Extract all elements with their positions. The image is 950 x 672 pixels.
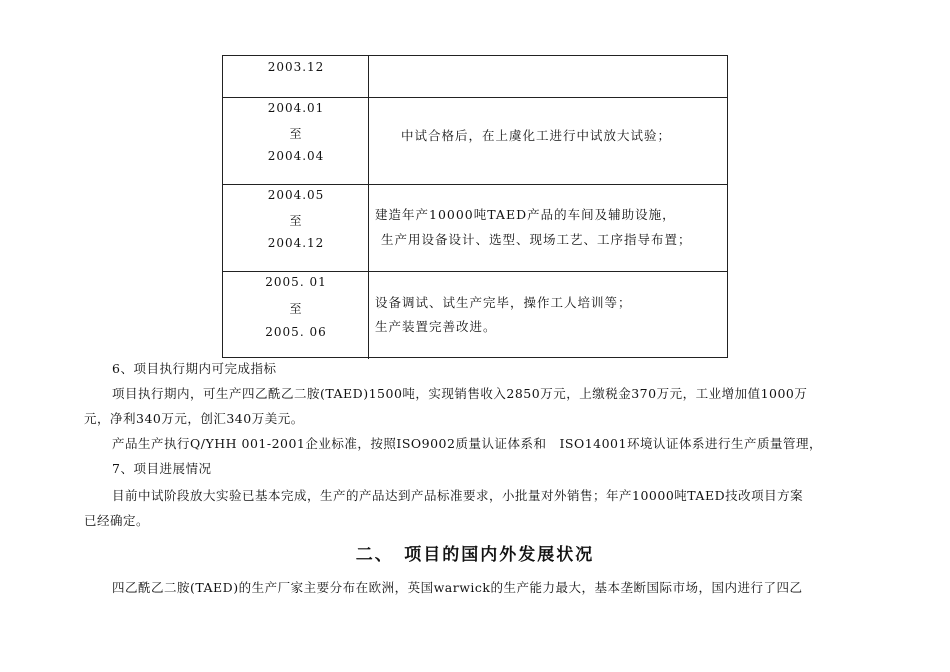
date-cell [223, 56, 369, 97]
task-text: 建造年产10000吨TAED产品的车间及辅助设施， [375, 207, 676, 222]
date-text: 2005. 01 [265, 275, 327, 289]
date-text: 至 [289, 302, 303, 316]
part-2-heading: 二、 项目的国内外发展状况 [355, 545, 595, 565]
date-text: 2004.04 [267, 149, 325, 163]
section-6-heading: 6、项目执行期内可完成指标 [112, 361, 277, 376]
table-row [223, 98, 727, 185]
date-cell [223, 272, 369, 359]
task-text: 设备调试、试生产完毕，操作工人培训等； [375, 295, 632, 310]
date-text: 至 [289, 214, 303, 228]
part-2-paragraph: 四乙酰乙二胺(TAED)的生产厂家主要分布在欧洲，英国warwick的生产能力最大，基本垄断国际市场，国内进行了四乙 [112, 580, 803, 595]
section-6-paragraph-2: 产品生产执行Q/YHH 001-2001企业标准，按照ISO9002质量认证体系和 ISO14001环境认证体系进行生产质量管理， [112, 436, 822, 451]
task-cell [369, 272, 727, 359]
section-7-heading: 7、项目进展情况 [112, 461, 212, 476]
section-7-paragraph-cont: 已经确定。 [84, 513, 150, 528]
schedule-table [222, 55, 728, 358]
task-cell [369, 98, 727, 184]
date-text: 2004.12 [267, 236, 325, 250]
table-row [223, 56, 727, 98]
section-7-paragraph: 目前中试阶段放大实验已基本完成，生产的产品达到产品标准要求，小批量对外销售；年产10000吨TAED技改项目方案 [112, 488, 804, 503]
task-text: 生产用设备设计、选型、现场工艺、工序指导布置； [381, 232, 692, 247]
table-row [223, 272, 727, 359]
date-cell [223, 185, 369, 271]
date-text: 2004.05 [267, 188, 325, 202]
section-6-paragraph-1-cont: 元，净利340万元，创汇340万美元。 [84, 411, 304, 426]
task-text: 生产装置完善改进。 [375, 319, 497, 334]
date-text: 至 [289, 127, 303, 141]
date-text: 2004.01 [267, 101, 325, 115]
task-cell [369, 56, 727, 97]
table-row [223, 185, 727, 272]
task-text: 中试合格后，在上虞化工进行中试放大试验； [401, 128, 672, 143]
section-6-paragraph-1: 项目执行期内，可生产四乙酰乙二胺(TAED)1500吨，实现销售收入2850万元，上缴税金370万元，工业增加值1000万 [112, 386, 808, 401]
date-cell [223, 98, 369, 184]
date-text: 2005. 06 [265, 325, 327, 339]
task-cell [369, 185, 727, 271]
date-text: 2003.12 [267, 60, 325, 74]
